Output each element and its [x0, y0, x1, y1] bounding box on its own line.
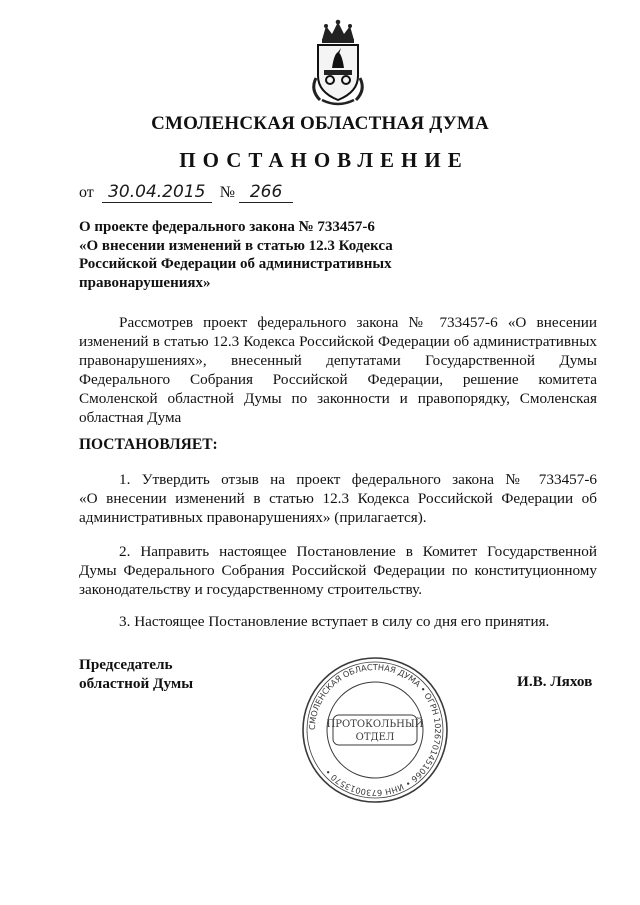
resolve-heading: ПОСТАНОВЛЯЕТ:: [79, 436, 218, 453]
signatory-name: И.В. Ляхов: [517, 673, 593, 690]
paragraph-line: «О внесении изменений в статью 12.3 Кодекса Российской Федерации об: [79, 490, 597, 507]
intro-paragraph: [79, 313, 597, 427]
resolution-item-3: [79, 612, 597, 631]
signatory-title-line: Председатель: [79, 656, 173, 673]
document-type-title: ПОСТАНОВЛЕНИЕ: [179, 148, 469, 172]
paragraph-line: 3. Настоящее Постановление вступает в силу со дня его принятия.: [119, 613, 550, 630]
paragraph-line: административных правонарушениях» (прилагается).: [79, 509, 427, 526]
paragraph-line: областная Дума: [79, 409, 182, 426]
official-seal-stamp: [300, 655, 450, 805]
seal-center-line: ПРОТОКОЛЬНЫЙ: [326, 719, 424, 730]
date-value: 30.04.2015: [108, 182, 206, 202]
number-prefix: №: [219, 184, 236, 201]
seal-center-line: ОТДЕЛ: [355, 732, 395, 743]
date-number-line: [79, 182, 293, 203]
date-field: [102, 182, 212, 203]
signatory-title-line: областной Думы: [79, 675, 194, 692]
coat-of-arms-emblem: [308, 18, 368, 108]
paragraph-line: изменений в статью 12.3 Кодекса Российской Федерации об административных: [79, 333, 597, 350]
signatory-title: [79, 655, 193, 693]
resolution-item-1: [79, 470, 597, 527]
paragraph-line: Смоленской областной Думы по законности и правопорядку, Смоленская: [79, 390, 597, 407]
paragraph-line: 1. Утвердить отзыв на проект федерального закона № 733457-6: [119, 471, 597, 488]
paragraph-line: Федерального Собрания Российской Федерации, решение комитета: [79, 371, 597, 388]
paragraph-line: Думы Федерального Собрания Российской Федерации по конституционному: [79, 562, 597, 579]
paragraph-line: законодательству и государственному строительству.: [79, 581, 423, 598]
subject-line: «О внесении изменений в статью 12.3 Кодекса: [79, 237, 393, 254]
subject-line: правонарушениях»: [79, 274, 211, 291]
subject-line: О проекте федерального закона № 733457-6: [79, 219, 375, 235]
seal-ring-text: СМОЛЕНСКАЯ ОБЛАСТНАЯ ДУМА • ОГРН 1026701451066 • ИНН 6730013570 •: [306, 661, 444, 799]
paragraph-line: правонарушениях», внесенный депутатами Государственной Думы: [79, 352, 597, 369]
number-field: [239, 182, 293, 203]
paragraph-line: Рассмотрев проект федерального закона № 733457-6 «О внесении: [119, 314, 597, 331]
document-subject: [79, 218, 439, 292]
organization-title: СМОЛЕНСКАЯ ОБЛАСТНАЯ ДУМА: [151, 113, 489, 134]
date-prefix: от: [79, 184, 94, 201]
subject-line: Российской Федерации об административных: [79, 256, 392, 272]
number-value: 266: [249, 182, 283, 202]
resolution-item-2: [79, 542, 597, 599]
paragraph-line: 2. Направить настоящее Постановление в Комитет Государственной: [119, 543, 597, 560]
